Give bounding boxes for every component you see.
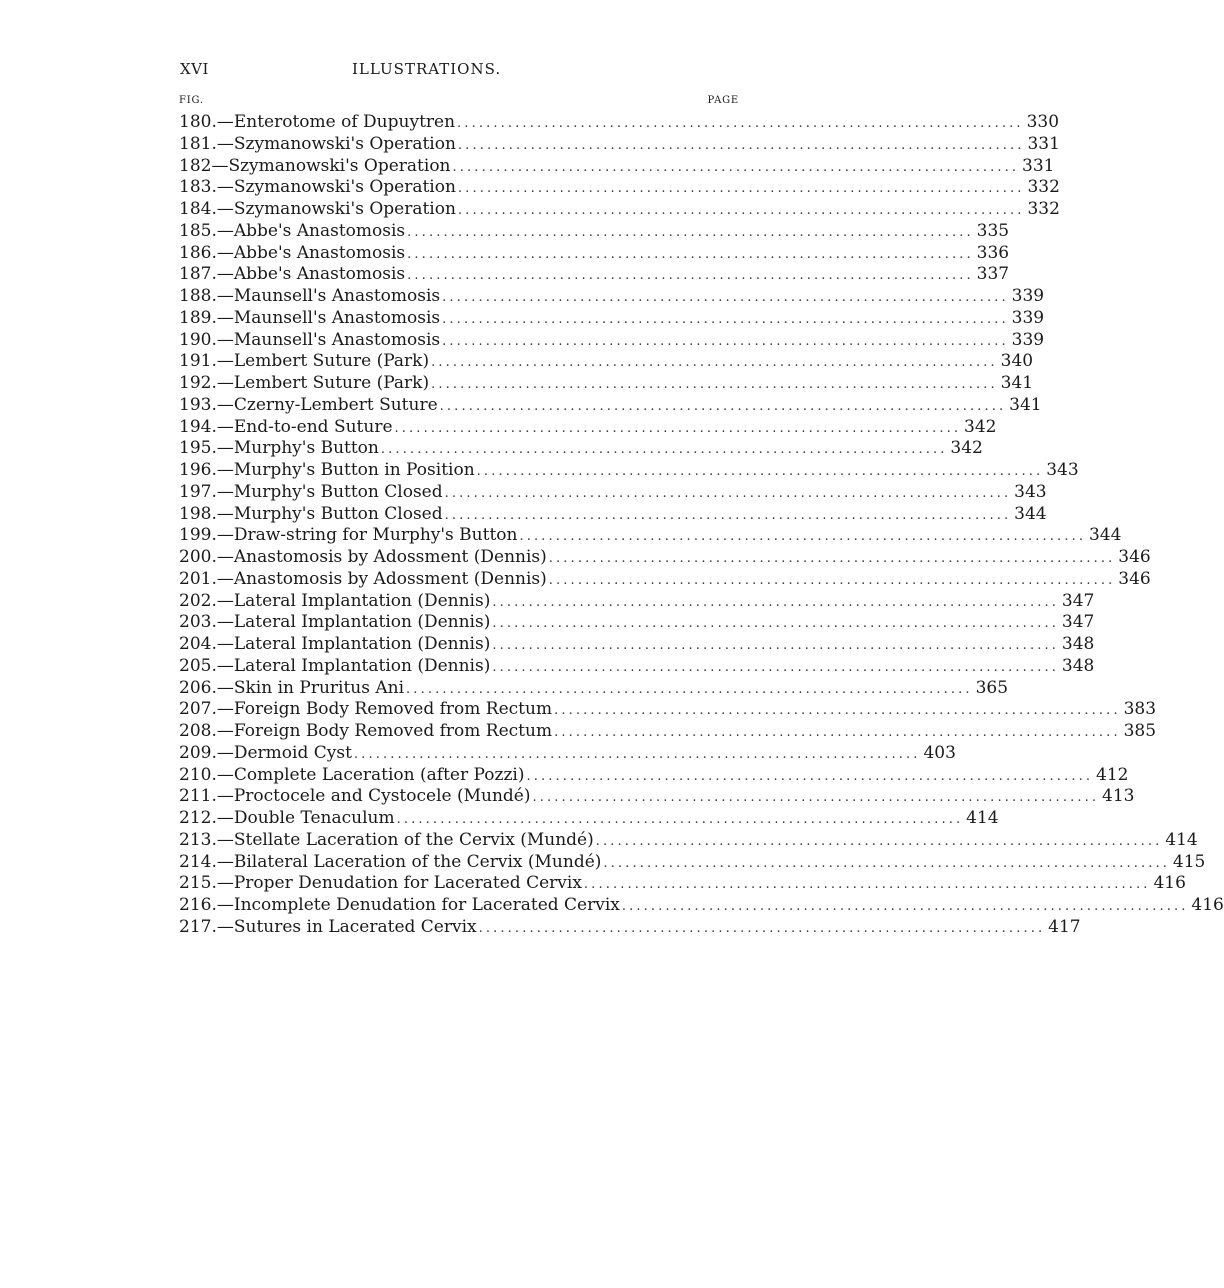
dot-leader xyxy=(519,526,1083,548)
page-number: 346 xyxy=(1118,568,1151,589)
figure-title: Lateral Implantation (Dennis) xyxy=(233,655,491,676)
em-dash: — xyxy=(211,155,229,176)
figure-title: Maunsell's Anastomosis xyxy=(233,286,441,306)
page-number: 416 xyxy=(1191,895,1224,915)
list-item xyxy=(179,634,1095,656)
figure-number: 215. xyxy=(179,873,217,894)
figure-number: 187. xyxy=(179,264,217,285)
page-number: 332 xyxy=(1027,199,1060,219)
dot-leader xyxy=(407,265,971,287)
page-number: 337 xyxy=(976,264,1010,285)
figure-title: Lateral Implantation (Dennis) xyxy=(233,590,491,611)
figure-title: Abbe's Anastomosis xyxy=(233,220,406,241)
figure-number: 212. xyxy=(179,808,217,828)
list-item xyxy=(179,112,1060,134)
em-dash: — xyxy=(216,264,234,285)
figure-number: 200. xyxy=(179,547,217,567)
list-item xyxy=(179,155,1055,178)
list-item xyxy=(179,220,1010,243)
figure-title: Murphy's Button xyxy=(233,438,379,459)
page-number: 335 xyxy=(976,220,1010,241)
page-number: 415 xyxy=(1172,851,1206,872)
em-dash: — xyxy=(216,133,234,154)
figure-title: Lembert Suture (Park) xyxy=(233,373,430,393)
list-item xyxy=(179,394,1042,417)
dot-leader xyxy=(554,722,1118,744)
list-item xyxy=(179,677,1009,700)
em-dash: — xyxy=(216,307,234,328)
page-number: 331 xyxy=(1027,133,1060,154)
dot-leader xyxy=(407,222,971,244)
dot-leader xyxy=(603,853,1167,875)
em-dash: — xyxy=(216,677,234,698)
figure-title: Foreign Body Removed from Rectum xyxy=(233,721,553,741)
figure-number: 216. xyxy=(179,895,217,915)
page-number: 344 xyxy=(1014,503,1047,524)
page-number: 343 xyxy=(1046,460,1079,480)
figure-number: 202. xyxy=(179,590,217,611)
list-item xyxy=(179,786,1135,808)
em-dash: — xyxy=(216,786,234,807)
page-number: 330 xyxy=(1026,112,1060,132)
list-item xyxy=(179,808,999,830)
em-dash: — xyxy=(216,851,234,872)
page-number: 348 xyxy=(1061,655,1095,676)
column-headings xyxy=(179,95,739,111)
figure-number: 209. xyxy=(179,742,217,763)
page-number: 346 xyxy=(1118,547,1151,567)
figure-title: Maunsell's Anastomosis xyxy=(233,307,441,328)
list-item xyxy=(179,655,1095,678)
figure-title: Foreign Body Removed from Rectum xyxy=(233,699,553,720)
em-dash: — xyxy=(216,568,234,589)
page-number: 341 xyxy=(1009,394,1042,415)
page-number: 342 xyxy=(964,416,997,437)
figure-title: Lateral Implantation (Dennis) xyxy=(233,634,491,654)
em-dash: — xyxy=(216,416,234,437)
figure-title: Maunsell's Anastomosis xyxy=(233,329,441,350)
em-dash: — xyxy=(216,481,234,502)
figure-title: Murphy's Button in Position xyxy=(233,460,475,480)
dot-leader xyxy=(354,744,918,766)
figure-title: Incomplete Denudation for Lacerated Cervix xyxy=(233,895,620,915)
list-item xyxy=(179,873,1186,895)
list-item xyxy=(179,851,1206,874)
fig-column-heading: FIG. xyxy=(179,95,204,106)
page-number: 403 xyxy=(923,742,956,763)
figure-title: Czerny-Lembert Suture xyxy=(233,394,438,415)
dot-leader xyxy=(458,135,1022,157)
dot-leader xyxy=(479,918,1043,940)
page-number: 339 xyxy=(1011,286,1045,306)
dot-leader xyxy=(395,418,959,440)
page-number: 414 xyxy=(966,808,999,828)
dot-leader xyxy=(549,570,1113,592)
dot-leader xyxy=(492,613,1056,635)
page-number: 365 xyxy=(975,677,1009,698)
list-item xyxy=(179,460,1079,482)
dot-leader xyxy=(431,352,995,374)
figure-number: 204. xyxy=(179,634,217,654)
em-dash: — xyxy=(216,460,234,480)
dot-leader xyxy=(397,809,961,831)
em-dash: — xyxy=(216,916,234,937)
em-dash: — xyxy=(216,699,234,720)
page-title: ILLUSTRATIONS. xyxy=(352,60,502,78)
list-item xyxy=(179,242,1010,265)
em-dash: — xyxy=(216,373,234,393)
dot-leader xyxy=(622,896,1186,918)
figure-number: 185. xyxy=(179,220,217,241)
em-dash: — xyxy=(216,612,234,633)
em-dash: — xyxy=(216,547,234,567)
figure-number: 184. xyxy=(179,199,217,219)
dot-leader xyxy=(445,505,1009,527)
em-dash: — xyxy=(216,590,234,611)
figure-title: End-to-end Suture xyxy=(233,416,393,437)
page-column-heading: PAGE xyxy=(707,95,739,106)
figure-number: 201. xyxy=(179,568,217,589)
list-item xyxy=(179,721,1157,743)
figure-number: 210. xyxy=(179,764,217,785)
dot-leader xyxy=(477,461,1041,483)
list-item xyxy=(179,438,983,460)
figure-number: 191. xyxy=(179,351,217,372)
page-number: 343 xyxy=(1014,481,1047,502)
em-dash: — xyxy=(216,895,234,915)
figure-title: Abbe's Anastomosis xyxy=(233,242,406,263)
em-dash: — xyxy=(216,808,234,828)
figure-number: 203. xyxy=(179,612,217,633)
em-dash: — xyxy=(216,634,234,654)
figure-number: 183. xyxy=(179,177,217,198)
figure-number: 206. xyxy=(179,677,217,698)
figure-title: Anastomosis by Adossment (Dennis) xyxy=(233,547,547,567)
dot-leader xyxy=(458,178,1022,200)
figure-title: Sutures in Lacerated Cervix xyxy=(233,916,477,937)
page-number: 413 xyxy=(1102,786,1135,807)
figure-title: Bilateral Laceration of the Cervix (Mundé) xyxy=(233,851,602,872)
em-dash: — xyxy=(216,873,234,894)
illustrations-list xyxy=(179,112,1224,939)
em-dash: — xyxy=(216,655,234,676)
figure-number: 194. xyxy=(179,416,217,437)
figure-title: Szymanowski's Operation xyxy=(233,133,456,154)
dot-leader xyxy=(596,831,1160,853)
list-item xyxy=(179,895,1224,917)
list-item xyxy=(179,525,1122,547)
dot-leader xyxy=(381,439,945,461)
list-item xyxy=(179,829,1198,852)
dot-leader xyxy=(406,679,970,701)
dot-leader xyxy=(492,635,1056,657)
page-number: 340 xyxy=(1000,351,1034,372)
figure-title: Stellate Laceration of the Cervix (Mundé) xyxy=(233,829,594,850)
page-number: 341 xyxy=(1000,373,1034,393)
figure-number: 188. xyxy=(179,286,217,306)
figure-number: 180. xyxy=(179,112,217,132)
list-item xyxy=(179,373,1034,395)
dot-leader xyxy=(549,548,1113,570)
dot-leader xyxy=(440,396,1004,418)
figure-number: 197. xyxy=(179,481,217,502)
figure-number: 208. xyxy=(179,721,217,741)
list-item xyxy=(179,590,1095,613)
list-item xyxy=(179,416,997,439)
figure-number: 186. xyxy=(179,242,217,263)
page-folio: XVI xyxy=(180,60,209,78)
page-number: 347 xyxy=(1061,612,1095,633)
em-dash: — xyxy=(216,199,234,219)
page-number: 416 xyxy=(1153,873,1186,894)
figure-title: Lembert Suture (Park) xyxy=(233,351,430,372)
figure-number: 214. xyxy=(179,851,217,872)
list-item xyxy=(179,503,1047,526)
page-number: 339 xyxy=(1011,307,1045,328)
figure-title: Murphy's Button Closed xyxy=(233,503,443,524)
page-number: 342 xyxy=(950,438,983,459)
list-item xyxy=(179,568,1151,591)
list-item xyxy=(179,286,1045,308)
figure-title: Complete Laceration (after Pozzi) xyxy=(233,764,525,785)
figure-title: Abbe's Anastomosis xyxy=(233,264,406,285)
figure-number: 182 xyxy=(179,155,212,176)
em-dash: — xyxy=(216,721,234,741)
em-dash: — xyxy=(216,829,234,850)
figure-number: 181. xyxy=(179,133,217,154)
figure-title: Draw-string for Murphy's Button xyxy=(233,525,518,546)
em-dash: — xyxy=(216,351,234,372)
dot-leader xyxy=(492,657,1056,679)
list-item xyxy=(179,307,1045,330)
dot-leader xyxy=(407,244,971,266)
list-item xyxy=(179,177,1060,199)
em-dash: — xyxy=(216,394,234,415)
figure-number: 217. xyxy=(179,916,217,937)
page-number: 385 xyxy=(1123,721,1157,741)
dot-leader xyxy=(453,157,1017,179)
dot-leader xyxy=(554,700,1118,722)
figure-title: Murphy's Button Closed xyxy=(233,481,443,502)
dot-leader xyxy=(457,113,1021,135)
figure-title: Szymanowski's Operation xyxy=(233,199,456,219)
page-number: 332 xyxy=(1027,177,1060,198)
figure-title: Skin in Pruritus Ani xyxy=(233,677,405,698)
figure-number: 195. xyxy=(179,438,217,459)
dot-leader xyxy=(442,331,1006,353)
list-item xyxy=(179,547,1151,569)
figure-number: 196. xyxy=(179,460,217,480)
figure-number: 207. xyxy=(179,699,217,720)
figure-title: Anastomosis by Adossment (Dennis) xyxy=(233,568,547,589)
list-item xyxy=(179,199,1060,221)
list-item xyxy=(179,699,1157,721)
list-item xyxy=(179,742,956,765)
figure-number: 199. xyxy=(179,525,217,546)
page-number: 336 xyxy=(976,242,1010,263)
figure-number: 193. xyxy=(179,394,217,415)
dot-leader xyxy=(584,874,1148,896)
em-dash: — xyxy=(216,220,234,241)
figure-title: Proper Denudation for Lacerated Cervix xyxy=(233,873,582,894)
figure-title: Proctocele and Cystocele (Mundé) xyxy=(233,786,531,807)
dot-leader xyxy=(533,787,1097,809)
list-item xyxy=(179,264,1010,286)
list-item xyxy=(179,612,1095,634)
figure-title: Szymanowski's Operation xyxy=(228,155,451,176)
page-number: 417 xyxy=(1048,916,1081,937)
figure-number: 211. xyxy=(179,786,217,807)
list-item xyxy=(179,351,1034,373)
running-head xyxy=(180,60,680,84)
figure-number: 192. xyxy=(179,373,217,393)
page-number: 383 xyxy=(1123,699,1157,720)
list-item xyxy=(179,329,1045,352)
list-item xyxy=(179,916,1081,939)
em-dash: — xyxy=(216,286,234,306)
em-dash: — xyxy=(216,438,234,459)
figure-title: Lateral Implantation (Dennis) xyxy=(233,612,491,633)
dot-leader xyxy=(431,374,995,396)
list-item xyxy=(179,481,1047,504)
figure-number: 198. xyxy=(179,503,217,524)
page-number: 414 xyxy=(1165,829,1198,850)
list-item xyxy=(179,764,1129,787)
figure-title: Enterotome of Dupuytren xyxy=(233,112,456,132)
dot-leader xyxy=(442,309,1006,331)
em-dash: — xyxy=(216,242,234,263)
em-dash: — xyxy=(216,329,234,350)
figure-title: Dermoid Cyst xyxy=(233,742,352,763)
dot-leader xyxy=(492,592,1056,614)
dot-leader xyxy=(442,287,1006,309)
list-item xyxy=(179,133,1060,156)
em-dash: — xyxy=(216,177,234,198)
dot-leader xyxy=(458,200,1022,222)
em-dash: — xyxy=(216,503,234,524)
page-number: 344 xyxy=(1088,525,1122,546)
page-number: 347 xyxy=(1061,590,1095,611)
figure-title: Double Tenaculum xyxy=(233,808,395,828)
em-dash: — xyxy=(216,525,234,546)
figure-number: 190. xyxy=(179,329,217,350)
page-number: 348 xyxy=(1061,634,1095,654)
figure-number: 213. xyxy=(179,829,217,850)
page-number: 331 xyxy=(1022,155,1055,176)
page-number: 339 xyxy=(1011,329,1045,350)
em-dash: — xyxy=(216,764,234,785)
page-number: 412 xyxy=(1096,764,1129,785)
dot-leader xyxy=(526,766,1090,788)
em-dash: — xyxy=(216,112,234,132)
dot-leader xyxy=(445,483,1009,505)
figure-title: Szymanowski's Operation xyxy=(233,177,456,198)
em-dash: — xyxy=(216,742,234,763)
figure-number: 205. xyxy=(179,655,217,676)
figure-number: 189. xyxy=(179,307,217,328)
